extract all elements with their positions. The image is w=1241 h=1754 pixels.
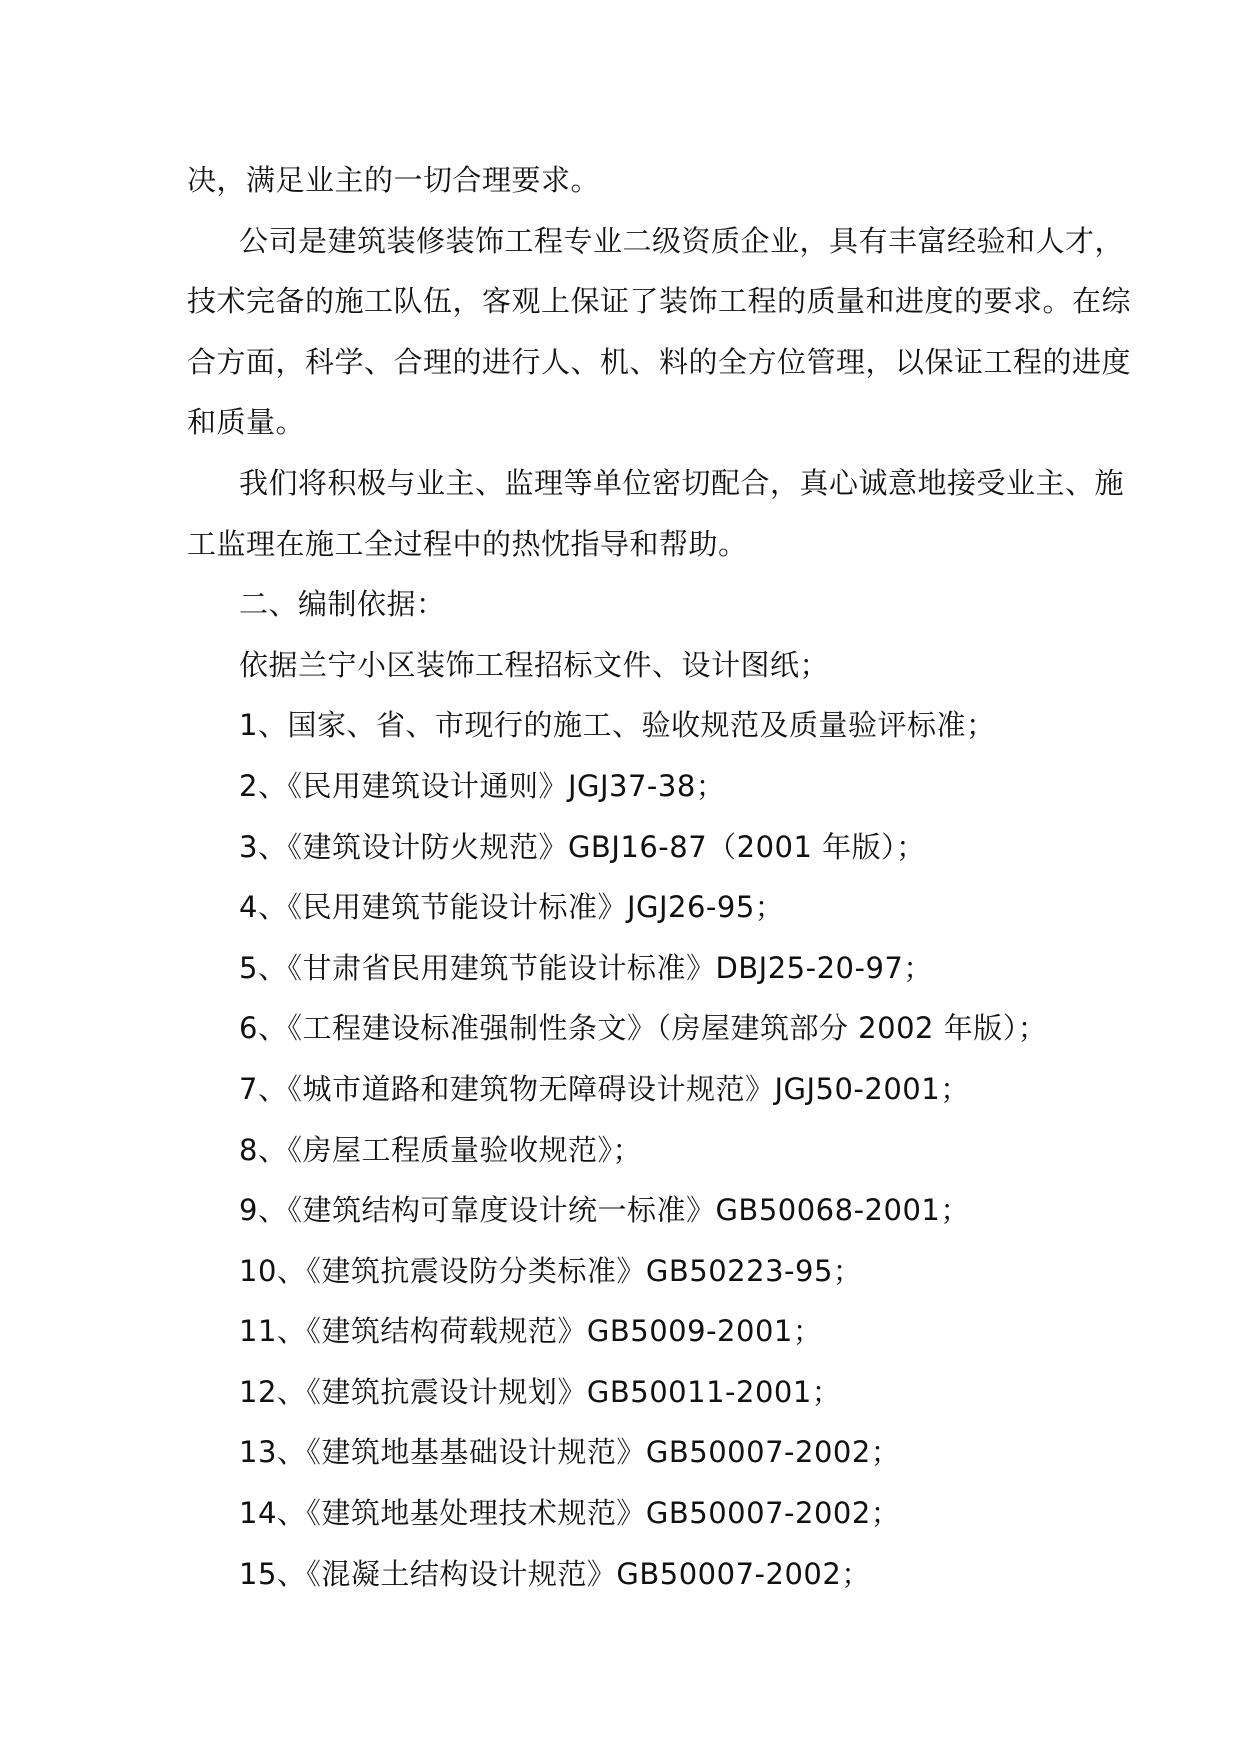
list-item: 14、《建筑地基处理技术规范》GB50007-2002； — [239, 1496, 901, 1531]
list-item: 5、《甘肃省民用建筑节能设计标准》DBJ25-20-97； — [239, 950, 933, 985]
section-heading: 二、编制依据： — [239, 587, 446, 622]
document-body — [187, 150, 1132, 1604]
cooperation-paragraph — [187, 453, 1125, 574]
list-item: 8、《房屋工程质量验收规范》； — [239, 1132, 642, 1167]
paragraph-line: 技术完备的施工队伍，客观上保证了装饰工程的质量和进度的要求。在综 — [187, 284, 1132, 319]
list-item: 7、《城市道路和建筑物无障碍设计规范》JGJ50-2001； — [239, 1071, 970, 1106]
paragraph-line: 工监理在施工全过程中的热忱指导和帮助。 — [187, 526, 748, 561]
list-item: 10、《建筑抗震设防分类标准》GB50223-95； — [239, 1253, 863, 1288]
intro-end-line: 决，满足业主的一切合理要求。 — [187, 163, 601, 197]
paragraph-line: 合方面，科学、合理的进行人、机、料的全方位管理，以保证工程的进度 — [187, 344, 1132, 379]
list-item: 6、《工程建设标准强制性条文》（房屋建筑部分 2002 年版）； — [239, 1011, 1048, 1046]
list-item: 15、《混凝土结构设计规范》GB50007-2002； — [239, 1556, 871, 1591]
paragraph-line: 公司是建筑装修装饰工程专业二级资质企业，具有丰富经验和人才， — [239, 223, 1125, 258]
list-item: 2、《民用建筑设计通则》JGJ37-38； — [239, 768, 726, 803]
list-item: 12、《建筑抗震设计规划》GB50011-2001； — [239, 1374, 842, 1409]
list-item: 11、《建筑结构荷载规范》GB5009-2001； — [239, 1314, 823, 1349]
paragraph-line: 和质量。 — [187, 405, 306, 440]
list-item: 13、《建筑地基基础设计规范》GB50007-2002； — [239, 1435, 901, 1470]
company-paragraph — [187, 211, 1132, 453]
list-item: 3、《建筑设计防火规范》GBJ16-87（2001 年版）； — [239, 829, 926, 864]
basis-intro: 依据兰宁小区装饰工程招标文件、设计图纸； — [239, 647, 830, 682]
list-item: 1、国家、省、市现行的施工、验收规范及质量验评标准； — [239, 708, 996, 743]
paragraph-line: 我们将积极与业主、监理等单位密切配合，真心诚意地接受业主、施 — [239, 465, 1125, 500]
list-item: 9、《建筑结构可靠度设计统一标准》GB50068-2001； — [239, 1193, 970, 1228]
basis-list — [187, 695, 1107, 1604]
list-item: 4、《民用建筑节能设计标准》JGJ26-95； — [239, 890, 785, 925]
